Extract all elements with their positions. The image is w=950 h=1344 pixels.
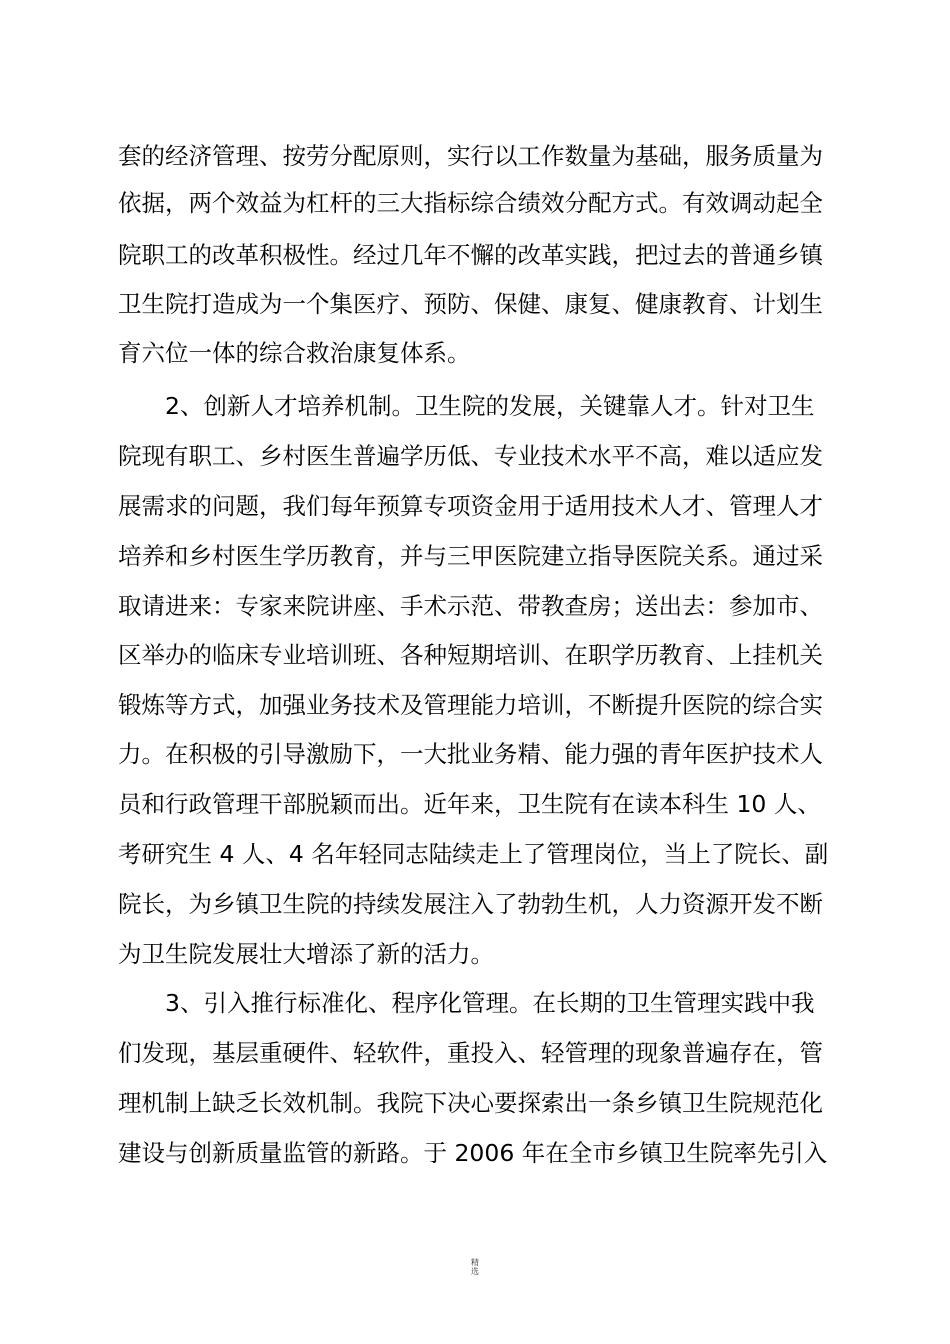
footer-line: 选 — [471, 1267, 479, 1276]
page-footer — [0, 1258, 950, 1276]
footer-line: 精 — [471, 1258, 479, 1267]
text-line: 为卫生院发展壮大增添了新的活力。 — [118, 940, 494, 968]
text-line: 考研究生 4 人、4 名年轻同志陆续走上了管理岗位，当上了院长、副 — [118, 840, 829, 868]
text-line: 院现有职工、乡村医生普遍学历低、专业技术水平不高，难以适应发 — [118, 442, 823, 470]
text-line: 锻炼等方式，加强业务技术及管理能力培训，不断提升医院的综合实 — [118, 691, 823, 719]
text-line: 院职工的改革积极性。经过几年不懈的改革实践，把过去的普通乡镇 — [118, 241, 823, 269]
text-line: 卫生院打造成为一个集医疗、预防、保健、康复、健康教育、计划生 — [118, 290, 823, 318]
text-line: 理机制上缺乏长效机制。我院下决心要探索出一条乡镇卫生院规范化 — [118, 1089, 823, 1117]
text-line: 3、引入推行标准化、程序化管理。在长期的卫生管理实践中我 — [165, 989, 815, 1017]
text-line: 区举办的临床专业培训班、各种短期培训、在职学历教育、上挂机关 — [118, 641, 823, 669]
text-line: 培养和乡村医生学历教育，并与三甲医院建立指导医院关系。通过采 — [118, 542, 823, 570]
text-line: 依据，两个效益为杠杆的三大指标综合绩效分配方式。有效调动起全 — [118, 189, 823, 217]
text-line: 展需求的问题，我们每年预算专项资金用于适用技术人才、管理人才 — [118, 492, 823, 520]
text-line: 取请进来：专家来院讲座、手术示范、带教查房；送出去：参加市、 — [118, 592, 823, 620]
text-line: 力。在积极的引导激励下，一大批业务精、能力强的青年医护技术人 — [118, 740, 823, 768]
text-line: 育六位一体的综合救治康复体系。 — [118, 339, 471, 367]
text-line: 院长，为乡镇卫生院的持续发展注入了勃勃生机，人力资源开发不断 — [118, 890, 823, 918]
text-line: 套的经济管理、按劳分配原则，实行以工作数量为基础，服务质量为 — [118, 142, 823, 170]
text-line: 建设与创新质量监管的新路。于 2006 年在全市乡镇卫生院率先引入 — [118, 1139, 828, 1167]
text-line: 们发现，基层重硬件、轻软件，重投入、轻管理的现象普遍存在，管 — [118, 1039, 823, 1067]
text-line: 员和行政管理干部脱颖而出。近年来，卫生院有在读本科生 10 人、 — [118, 790, 821, 818]
text-line: 2、创新人才培养机制。卫生院的发展，关键靠人才。针对卫生 — [165, 392, 815, 420]
